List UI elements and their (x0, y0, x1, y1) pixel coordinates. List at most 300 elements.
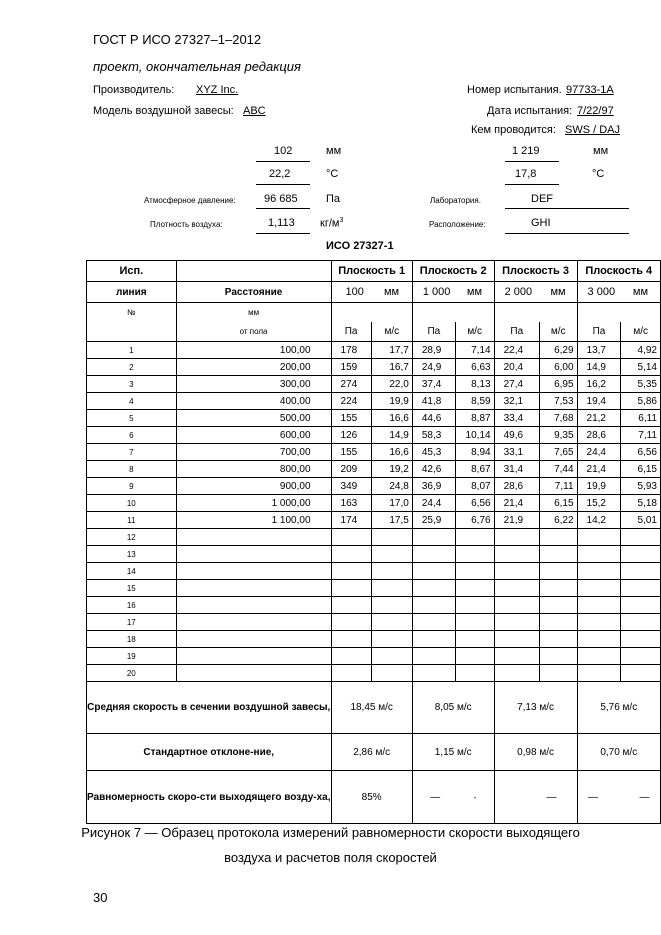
velocity-cell-plane-1 (371, 665, 412, 682)
pressure-cell-plane-4 (577, 529, 621, 546)
velocity-cell-plane-4: 5,14 (621, 359, 661, 376)
table-row (87, 580, 661, 597)
param-right-2-underline (505, 184, 559, 185)
row-distance (176, 614, 331, 631)
velocity-cell-plane-2: 6,56 (455, 495, 494, 512)
row-distance (176, 580, 331, 597)
pressure-cell-plane-3 (494, 665, 539, 682)
velocity-cell-plane-1: 14,9 (371, 427, 412, 444)
atm-pressure-unit: Па (326, 193, 341, 205)
velocity-cell-plane-2: 8,87 (455, 410, 494, 427)
velocity-cell-plane-2: 8,59 (455, 393, 494, 410)
pressure-cell-plane-1: 174 (331, 512, 371, 529)
row-distance: 500,00 (176, 410, 331, 427)
row-number: 15 (87, 580, 177, 597)
atm-pressure-underline (256, 208, 310, 209)
pressure-cell-plane-3: 22,4 (494, 342, 539, 359)
col-line-no: № (87, 303, 177, 323)
pressure-cell-plane-3: 28,6 (494, 478, 539, 495)
row-distance: 1 000,00 (176, 495, 331, 512)
param-right-2-unit: °C (592, 168, 605, 180)
blank (455, 303, 494, 323)
laboratory-label: Лаборатория. (430, 196, 481, 205)
draft-status: проект, окончательная редакция (93, 59, 301, 74)
avg-velocity-plane-1: 18,45 м/с (331, 682, 412, 734)
velocity-cell-plane-2: 8,07 (455, 478, 494, 495)
pressure-cell-plane-2 (412, 580, 455, 597)
row-number: 1 (87, 342, 177, 359)
pressure-cell-plane-2 (412, 614, 455, 631)
pressure-cell-plane-1 (331, 631, 371, 648)
table-row (87, 529, 661, 546)
velocity-cell-plane-1: 16,7 (371, 359, 412, 376)
velocity-cell-plane-3: 6,15 (539, 495, 577, 512)
velocity-cell-plane-3: 7,65 (539, 444, 577, 461)
velocity-cell-plane-4 (621, 563, 661, 580)
plane-1-unit-ms: м/с (371, 322, 412, 342)
param-left-2-value: 22,2 (269, 168, 291, 180)
pressure-cell-plane-4 (577, 597, 621, 614)
row-distance (176, 529, 331, 546)
velocity-cell-plane-1 (371, 529, 412, 546)
table-row (87, 665, 661, 682)
velocity-cell-plane-4: 5,01 (621, 512, 661, 529)
velocity-cell-plane-2 (455, 546, 494, 563)
table-row (87, 376, 661, 393)
row-distance (176, 546, 331, 563)
velocity-cell-plane-3: 7,68 (539, 410, 577, 427)
uniformity-plane-1: 85% (331, 771, 412, 824)
param-left-2-unit: °C (326, 168, 339, 180)
avg-velocity-plane-4: 5,76 м/с (577, 682, 660, 734)
pressure-cell-plane-3: 31,4 (494, 461, 539, 478)
velocity-cell-plane-4: 7,11 (621, 427, 661, 444)
velocity-cell-plane-2 (455, 648, 494, 665)
pressure-cell-plane-2 (412, 563, 455, 580)
laboratory-value: DEF (531, 193, 553, 205)
velocity-cell-plane-4 (621, 546, 661, 563)
blank (494, 303, 539, 323)
row-number: 16 (87, 597, 177, 614)
velocity-cell-plane-2 (455, 614, 494, 631)
velocity-cell-plane-3 (539, 546, 577, 563)
velocity-cell-plane-3 (539, 597, 577, 614)
uniformity-plane-3: — (494, 771, 577, 824)
plane-3-dist: 2 000 (494, 282, 539, 303)
velocity-cell-plane-4: 6,56 (621, 444, 661, 461)
row-distance: 300,00 (176, 376, 331, 393)
velocity-cell-plane-1 (371, 597, 412, 614)
pressure-cell-plane-2 (412, 631, 455, 648)
test-number-label: Номер испытания. (467, 84, 562, 96)
col-dist-header: Расстояние (176, 282, 331, 303)
table-row (87, 461, 661, 478)
blank (577, 303, 621, 323)
row-distance: 700,00 (176, 444, 331, 461)
pressure-cell-plane-2 (412, 546, 455, 563)
pressure-cell-plane-4 (577, 614, 621, 631)
table-row (87, 410, 661, 427)
velocity-cell-plane-3 (539, 529, 577, 546)
velocity-cell-plane-4 (621, 529, 661, 546)
row-number: 19 (87, 648, 177, 665)
pressure-cell-plane-4 (577, 648, 621, 665)
pressure-cell-plane-1 (331, 580, 371, 597)
figure-caption-line-2: воздуха и расчетов поля скоростей (224, 850, 437, 865)
uniformity-plane-4 (577, 771, 660, 824)
velocity-cell-plane-3 (539, 665, 577, 682)
velocity-cell-plane-4 (621, 614, 661, 631)
pressure-cell-plane-2: 28,9 (412, 342, 455, 359)
velocity-cell-plane-3: 9,35 (539, 427, 577, 444)
velocity-cell-plane-3 (539, 631, 577, 648)
velocity-cell-plane-2 (455, 580, 494, 597)
table-row (87, 614, 661, 631)
velocity-cell-plane-3: 6,22 (539, 512, 577, 529)
std-dev-plane-1: 2,86 м/с (331, 734, 412, 771)
velocity-cell-plane-1 (371, 580, 412, 597)
param-right-1-underline (505, 161, 559, 162)
location-value: GHI (531, 217, 551, 229)
pressure-cell-plane-2: 37,4 (412, 376, 455, 393)
param-left-1-unit: мм (326, 145, 342, 157)
velocity-cell-plane-4: 6,11 (621, 410, 661, 427)
row-distance: 100,00 (176, 342, 331, 359)
manufacturer-value: XYZ Inc. (196, 84, 239, 96)
pressure-cell-plane-1 (331, 546, 371, 563)
pressure-cell-plane-4: 14,2 (577, 512, 621, 529)
pressure-cell-plane-1 (331, 648, 371, 665)
pressure-cell-plane-3 (494, 648, 539, 665)
velocity-cell-plane-1 (371, 648, 412, 665)
velocity-cell-plane-3: 7,44 (539, 461, 577, 478)
avg-velocity-plane-3: 7,13 м/с (494, 682, 577, 734)
standard-title: ГОСТ Р ИСО 27327–1–2012 (93, 32, 262, 47)
plane-4-dist-unit: мм (621, 282, 661, 303)
velocity-cell-plane-2: 6,76 (455, 512, 494, 529)
blank (87, 322, 177, 342)
row-distance: 900,00 (176, 478, 331, 495)
row-distance (176, 631, 331, 648)
pressure-cell-plane-4: 28,6 (577, 427, 621, 444)
row-number: 20 (87, 665, 177, 682)
row-distance: 600,00 (176, 427, 331, 444)
pressure-cell-plane-2: 45,3 (412, 444, 455, 461)
location-underline (505, 233, 629, 234)
velocity-cell-plane-3 (539, 563, 577, 580)
plane-4-header: Плоскость 4 (577, 261, 660, 282)
pressure-cell-plane-3 (494, 580, 539, 597)
uniformity-plane-4-dash-b: — (639, 791, 650, 803)
pressure-cell-plane-2: 44,6 (412, 410, 455, 427)
uniformity-plane-2 (412, 771, 494, 824)
std-dev-plane-4: 0,70 м/с (577, 734, 660, 771)
plane-2-unit-ms: м/с (455, 322, 494, 342)
pressure-cell-plane-1: 155 (331, 410, 371, 427)
page-number: 30 (93, 890, 108, 905)
plane-1-unit-pa: Па (331, 322, 371, 342)
measurement-table (86, 260, 661, 824)
pressure-cell-plane-2: 25,9 (412, 512, 455, 529)
velocity-cell-plane-4: 5,18 (621, 495, 661, 512)
blank (621, 303, 661, 323)
table-row (87, 563, 661, 580)
pressure-cell-plane-3: 33,4 (494, 410, 539, 427)
row-distance: 400,00 (176, 393, 331, 410)
velocity-cell-plane-3 (539, 614, 577, 631)
row-number: 10 (87, 495, 177, 512)
pressure-cell-plane-4: 21,2 (577, 410, 621, 427)
table-row (87, 393, 661, 410)
col-dist-header-empty (176, 261, 331, 282)
table-row (87, 427, 661, 444)
table-row (87, 512, 661, 529)
pressure-cell-plane-3 (494, 546, 539, 563)
pressure-cell-plane-2 (412, 665, 455, 682)
avg-velocity-label: Средняя скорость в сечении воздушной завесы, (87, 682, 332, 734)
row-distance (176, 648, 331, 665)
param-right-1-value: 1 219 (512, 145, 540, 157)
plane-1-dist: 100 (331, 282, 371, 303)
velocity-cell-plane-1 (371, 631, 412, 648)
row-distance (176, 563, 331, 580)
pressure-cell-plane-1: 155 (331, 444, 371, 461)
pressure-cell-plane-1: 159 (331, 359, 371, 376)
pressure-cell-plane-4: 15,2 (577, 495, 621, 512)
param-right-2-value: 17,8 (515, 168, 537, 180)
row-number: 8 (87, 461, 177, 478)
pressure-cell-plane-2 (412, 648, 455, 665)
blank (539, 303, 577, 323)
row-number: 4 (87, 393, 177, 410)
std-dev-plane-2: 1,15 м/с (412, 734, 494, 771)
pressure-cell-plane-4: 19,9 (577, 478, 621, 495)
col-dist-unit: мм (176, 303, 331, 323)
pressure-cell-plane-2: 58,3 (412, 427, 455, 444)
plane-2-dist: 1 000 (412, 282, 455, 303)
table-row (87, 597, 661, 614)
blank (331, 303, 371, 323)
row-number: 3 (87, 376, 177, 393)
test-date-label: Дата испытания: (487, 105, 573, 117)
pressure-cell-plane-1 (331, 665, 371, 682)
row-number: 9 (87, 478, 177, 495)
manufacturer-label: Производитель: (93, 84, 175, 96)
pressure-cell-plane-1: 209 (331, 461, 371, 478)
row-number: 13 (87, 546, 177, 563)
plane-2-dist-unit: мм (455, 282, 494, 303)
avg-velocity-plane-2: 8,05 м/с (412, 682, 494, 734)
row-number: 14 (87, 563, 177, 580)
velocity-cell-plane-1: 19,2 (371, 461, 412, 478)
pressure-cell-plane-3 (494, 529, 539, 546)
row-distance: 1 100,00 (176, 512, 331, 529)
table-row (87, 546, 661, 563)
blank (412, 303, 455, 323)
pressure-cell-plane-4: 24,4 (577, 444, 621, 461)
plane-4-dist: 3 000 (577, 282, 621, 303)
row-distance: 800,00 (176, 461, 331, 478)
table-row (87, 648, 661, 665)
row-number: 7 (87, 444, 177, 461)
pressure-cell-plane-1: 349 (331, 478, 371, 495)
model-label: Модель воздушной завесы: (93, 105, 234, 117)
model-value: ABC (243, 105, 266, 117)
pressure-cell-plane-3: 49,6 (494, 427, 539, 444)
col-dist-from: от пола (176, 322, 331, 342)
plane-4-unit-pa: Па (577, 322, 621, 342)
pressure-cell-plane-1: 163 (331, 495, 371, 512)
param-left-2-underline (256, 184, 310, 185)
row-number: 17 (87, 614, 177, 631)
velocity-cell-plane-2: 8,67 (455, 461, 494, 478)
pressure-cell-plane-1: 274 (331, 376, 371, 393)
pressure-cell-plane-2 (412, 597, 455, 614)
table-row (87, 444, 661, 461)
pressure-cell-plane-4: 21,4 (577, 461, 621, 478)
blank (371, 303, 412, 323)
velocity-cell-plane-2 (455, 529, 494, 546)
plane-4-unit-ms: м/с (621, 322, 661, 342)
pressure-cell-plane-4 (577, 546, 621, 563)
velocity-cell-plane-1 (371, 563, 412, 580)
pressure-cell-plane-4 (577, 563, 621, 580)
pressure-cell-plane-4: 14,9 (577, 359, 621, 376)
pressure-cell-plane-3 (494, 597, 539, 614)
pressure-cell-plane-3: 27,4 (494, 376, 539, 393)
velocity-cell-plane-1: 17,7 (371, 342, 412, 359)
atm-pressure-value: 96 685 (264, 193, 298, 205)
pressure-cell-plane-3: 32,1 (494, 393, 539, 410)
plane-3-dist-unit: мм (539, 282, 577, 303)
test-number-value: 97733-1A (566, 84, 614, 96)
velocity-cell-plane-2: 6,63 (455, 359, 494, 376)
pressure-cell-plane-3 (494, 631, 539, 648)
velocity-cell-plane-1: 16,6 (371, 410, 412, 427)
pressure-cell-plane-2: 36,9 (412, 478, 455, 495)
velocity-cell-plane-3: 6,00 (539, 359, 577, 376)
velocity-cell-plane-4 (621, 597, 661, 614)
air-density-unit: $кг/м^3$ (320, 217, 344, 230)
velocity-cell-plane-1 (371, 546, 412, 563)
pressure-cell-plane-3: 21,4 (494, 495, 539, 512)
pressure-cell-plane-1: 126 (331, 427, 371, 444)
velocity-cell-plane-3: 6,29 (539, 342, 577, 359)
plane-3-unit-pa: Па (494, 322, 539, 342)
laboratory-underline (505, 208, 629, 209)
velocity-cell-plane-2: 8,13 (455, 376, 494, 393)
uniformity-plane-2-dash: — (430, 791, 441, 803)
velocity-cell-plane-1 (371, 614, 412, 631)
col-line-header: Исп. (87, 261, 177, 282)
row-distance: 200,00 (176, 359, 331, 376)
velocity-cell-plane-1: 16,6 (371, 444, 412, 461)
pressure-cell-plane-1 (331, 529, 371, 546)
velocity-cell-plane-2 (455, 563, 494, 580)
velocity-cell-plane-2: 7,14 (455, 342, 494, 359)
atm-pressure-label: Атмосферное давление: (144, 196, 236, 205)
table-row (87, 342, 661, 359)
param-left-1-underline (256, 161, 310, 162)
pressure-cell-plane-1 (331, 563, 371, 580)
row-number: 5 (87, 410, 177, 427)
pressure-cell-plane-3: 21,9 (494, 512, 539, 529)
velocity-cell-plane-4: 5,35 (621, 376, 661, 393)
velocity-cell-plane-1: 22,0 (371, 376, 412, 393)
velocity-cell-plane-3 (539, 580, 577, 597)
table-title: ИСО 27327-1 (326, 240, 394, 252)
std-dev-plane-3: 0,98 м/с (494, 734, 577, 771)
velocity-cell-plane-4 (621, 665, 661, 682)
velocity-cell-plane-4 (621, 580, 661, 597)
velocity-cell-plane-1: 17,0 (371, 495, 412, 512)
table-row (87, 359, 661, 376)
row-number: 11 (87, 512, 177, 529)
row-number: 18 (87, 631, 177, 648)
pressure-cell-plane-2: 24,4 (412, 495, 455, 512)
velocity-cell-plane-2 (455, 597, 494, 614)
table-row (87, 478, 661, 495)
velocity-cell-plane-2: 10,14 (455, 427, 494, 444)
table-row (87, 631, 661, 648)
pressure-cell-plane-4 (577, 631, 621, 648)
air-density-label: Плотность воздуха: (150, 220, 223, 229)
uniformity-label: Равномерность скоро-сти выходящего возду-ха, (87, 771, 332, 824)
pressure-cell-plane-1 (331, 614, 371, 631)
pressure-cell-plane-3 (494, 563, 539, 580)
pressure-cell-plane-2: 41,8 (412, 393, 455, 410)
row-distance (176, 665, 331, 682)
velocity-cell-plane-4 (621, 648, 661, 665)
velocity-cell-plane-4 (621, 631, 661, 648)
pressure-cell-plane-4 (577, 580, 621, 597)
pressure-cell-plane-2: 42,6 (412, 461, 455, 478)
row-number: 2 (87, 359, 177, 376)
std-dev-label: Стандартное отклоне-ние, (87, 734, 332, 771)
figure-caption-line-1: Рисунок 7 — Образец протокола измерений равномерности скорости выходящего (81, 825, 580, 840)
pressure-cell-plane-3: 20,4 (494, 359, 539, 376)
uniformity-plane-2-mark: - (473, 792, 477, 802)
velocity-cell-plane-1: 17,5 (371, 512, 412, 529)
velocity-cell-plane-3: 7,11 (539, 478, 577, 495)
row-number: 6 (87, 427, 177, 444)
pressure-cell-plane-2: 24,9 (412, 359, 455, 376)
conducted-by-value: SWS / DAJ (565, 124, 621, 136)
velocity-cell-plane-4: 6,15 (621, 461, 661, 478)
velocity-cell-plane-2 (455, 665, 494, 682)
plane-3-header: Плоскость 3 (494, 261, 577, 282)
velocity-cell-plane-3: 6,95 (539, 376, 577, 393)
pressure-cell-plane-3 (494, 614, 539, 631)
plane-2-unit-pa: Па (412, 322, 455, 342)
pressure-cell-plane-4: 19,4 (577, 393, 621, 410)
pressure-cell-plane-2 (412, 529, 455, 546)
param-right-1-unit: мм (593, 145, 609, 157)
plane-2-header: Плоскость 2 (412, 261, 494, 282)
table-row (87, 495, 661, 512)
velocity-cell-plane-3: 7,53 (539, 393, 577, 410)
conducted-by-label: Кем проводится: (471, 124, 556, 136)
air-density-value: 1,113 (268, 217, 295, 229)
test-date-value: 7/22/97 (577, 105, 614, 117)
pressure-cell-plane-4 (577, 665, 621, 682)
pressure-cell-plane-4: 13,7 (577, 342, 621, 359)
pressure-cell-plane-1: 178 (331, 342, 371, 359)
velocity-cell-plane-3 (539, 648, 577, 665)
pressure-cell-plane-1: 224 (331, 393, 371, 410)
pressure-cell-plane-3: 33,1 (494, 444, 539, 461)
pressure-cell-plane-1 (331, 597, 371, 614)
